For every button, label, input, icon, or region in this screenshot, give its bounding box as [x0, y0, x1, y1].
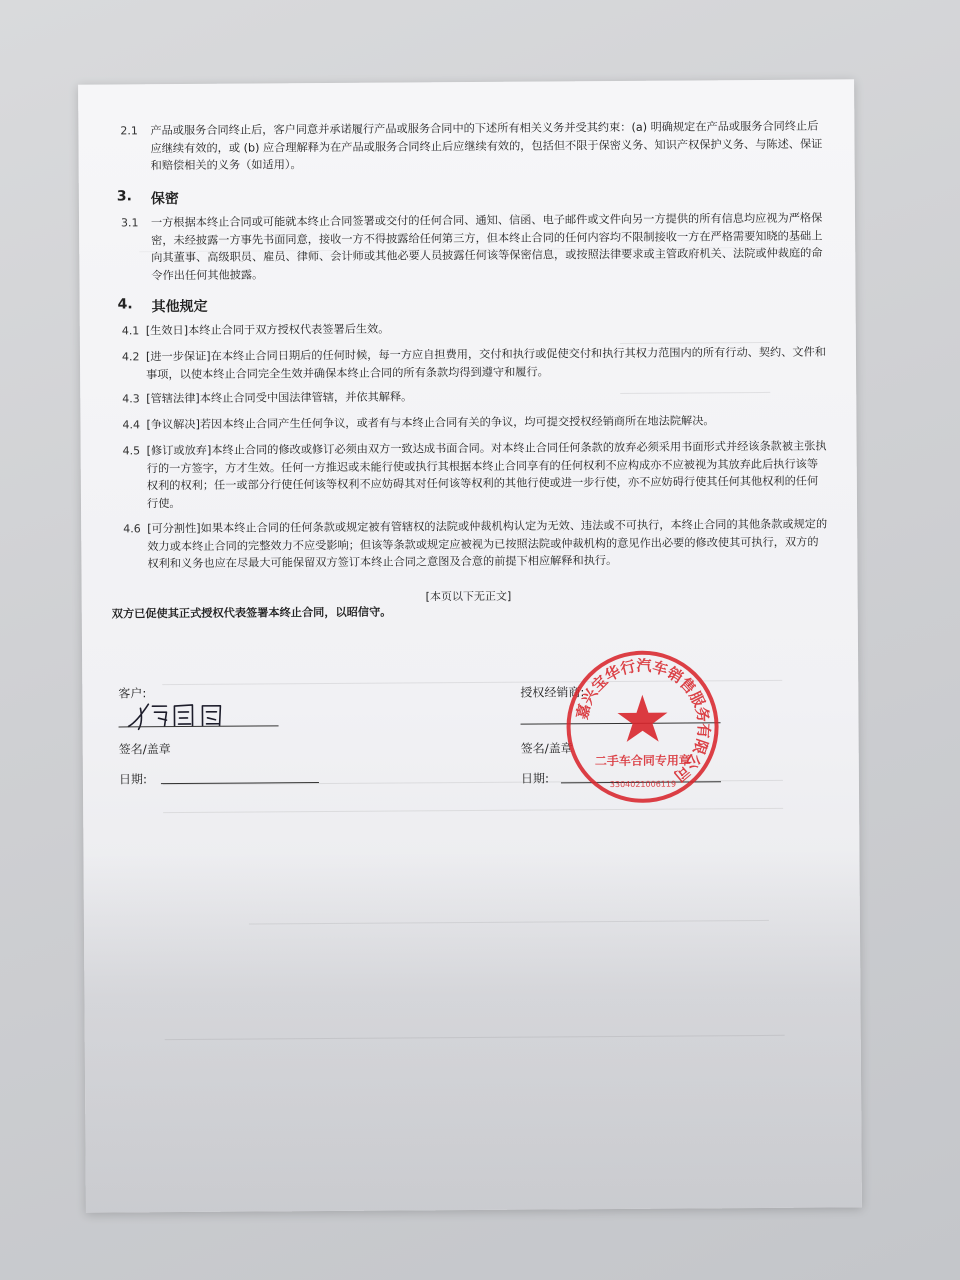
clause-number: 4.1	[121, 324, 140, 338]
bleed-through-line	[163, 808, 783, 813]
clause-number: 4.6	[123, 522, 141, 536]
clause-number: 4.3	[122, 392, 140, 406]
seal-ring-text: 嘉兴宝华行汽车销售服务有限公司	[572, 656, 713, 786]
bleed-through-line	[249, 920, 769, 925]
seal-serial: 3304021006119	[609, 779, 677, 790]
clause-number: 4.4	[122, 418, 140, 432]
clause-4-5: [修订或放弃]本终止合同的修改或修订必须由双方一致达成书面合同。对本终止合同任何条款的放弃必须采用书面形式并经该条款被主张执行的一方签字，方才生效。任何一方推迟或未能行使或执行其根据本终止合同享有的任何权利不应构成亦不应被视为其放弃此后执行该等权利的权利；任一或部分行使任何该等权利不应妨碍其对任何该等权利的其他行使或进一步行使，亦不应妨碍行使其任何其他权利的任何行使。	[146, 439, 827, 510]
clause-4-3: [管辖法律]本终止合同受中国法律管辖，并依其解释。	[146, 390, 413, 406]
contract-page	[78, 79, 862, 1212]
section-title-confidentiality: 保密	[150, 191, 179, 208]
lighting-shade	[83, 849, 861, 1212]
clause-4-1: [生效日]本终止合同于双方授权代表签署后生效。	[145, 322, 390, 338]
dealer-sign-seal-label: 签名/盖章	[520, 741, 573, 756]
customer-label: 客户:	[118, 686, 147, 701]
clause-2-1: 产品或服务合同终止后，客户同意并承诺履行产品或服务合同中的下述所有相关义务并受其约束：(a) 明确规定在产品或服务合同终止后应继续有效的，或 (b) 应合理解释为在产品或服务合同终止后应继续有效的，包括但不限于保密义务、知识产权保护义务、与陈述、保证和赔偿相关的义务（如适用）。	[150, 119, 823, 173]
section-title-other-provisions: 其他规定	[151, 298, 208, 316]
company-seal	[562, 646, 723, 807]
clause-number: 3.1	[120, 216, 139, 230]
clause-number: 4.5	[122, 444, 141, 458]
bleed-through-line	[165, 1035, 785, 1040]
clause-4-6: [可分割性]如果本终止合同的任何条款或规定被有管辖权的法院或仲裁机构认定为无效、违法或不可执行，本终止合同的其他条款或规定的效力或本终止合同的完整效力不应受影响；但该等条款或规定应被视为已按照法院或仲裁机构的意见作出必要的修改使其可执行，双方的权利和义务也应在尽最大可能保留双方签订本终止合同之意图及合意的前提下相应解释和执行。	[147, 517, 828, 571]
end-of-text-note: [本页以下无正文]	[425, 589, 512, 604]
witness-clause: 双方已促使其正式授权代表签署本终止合同，以昭信守。	[111, 605, 392, 621]
dealer-date-label: 日期:	[520, 771, 550, 786]
section-number: 4.	[117, 296, 133, 313]
customer-sign-seal-label: 签名/盖章	[118, 742, 171, 757]
clause-3-1: 一方根据本终止合同或可能就本终止合同签署或交付的任何合同、通知、信函、电子邮件或文件向另一方提供的所有信息均应视为严格保密，未经披露一方事先书面同意，接收一方不得披露给任何第三方，但本终止合同的任何内容均不限制接收一方在严格需要知晓的基础上向其董事、高级职员、雇员、律师、会计师或其他必要人员披露任何该等保密信息，或按照法律要求或主管政府机关、法院或仲裁庭的命令作出任何其他披露。	[150, 211, 823, 282]
contract-text	[78, 79, 854, 790]
customer-date-label: 日期:	[118, 772, 148, 787]
seal-bottom-text: 二手车合同专用章	[594, 753, 691, 769]
clause-4-2: [进一步保证]在本终止合同日期后的任何时候，每一方应自担费用，交付和执行或促使交付和执行其权力范围内的所有行动、契约、文件和事项，以使本终止合同完全生效并确保本终止合同的所有条款均得到遵守和履行。	[145, 345, 826, 381]
dealer-label: 授权经销商:	[520, 685, 585, 700]
section-number: 3.	[116, 188, 132, 205]
clause-number: 2.1	[120, 124, 138, 138]
clause-number: 4.2	[121, 350, 140, 364]
clause-4-4: [争议解决]若因本终止合同产生任何争议，或者有与本终止合同有关的争议，均可提交授权经销商所在地法院解决。	[146, 414, 715, 432]
